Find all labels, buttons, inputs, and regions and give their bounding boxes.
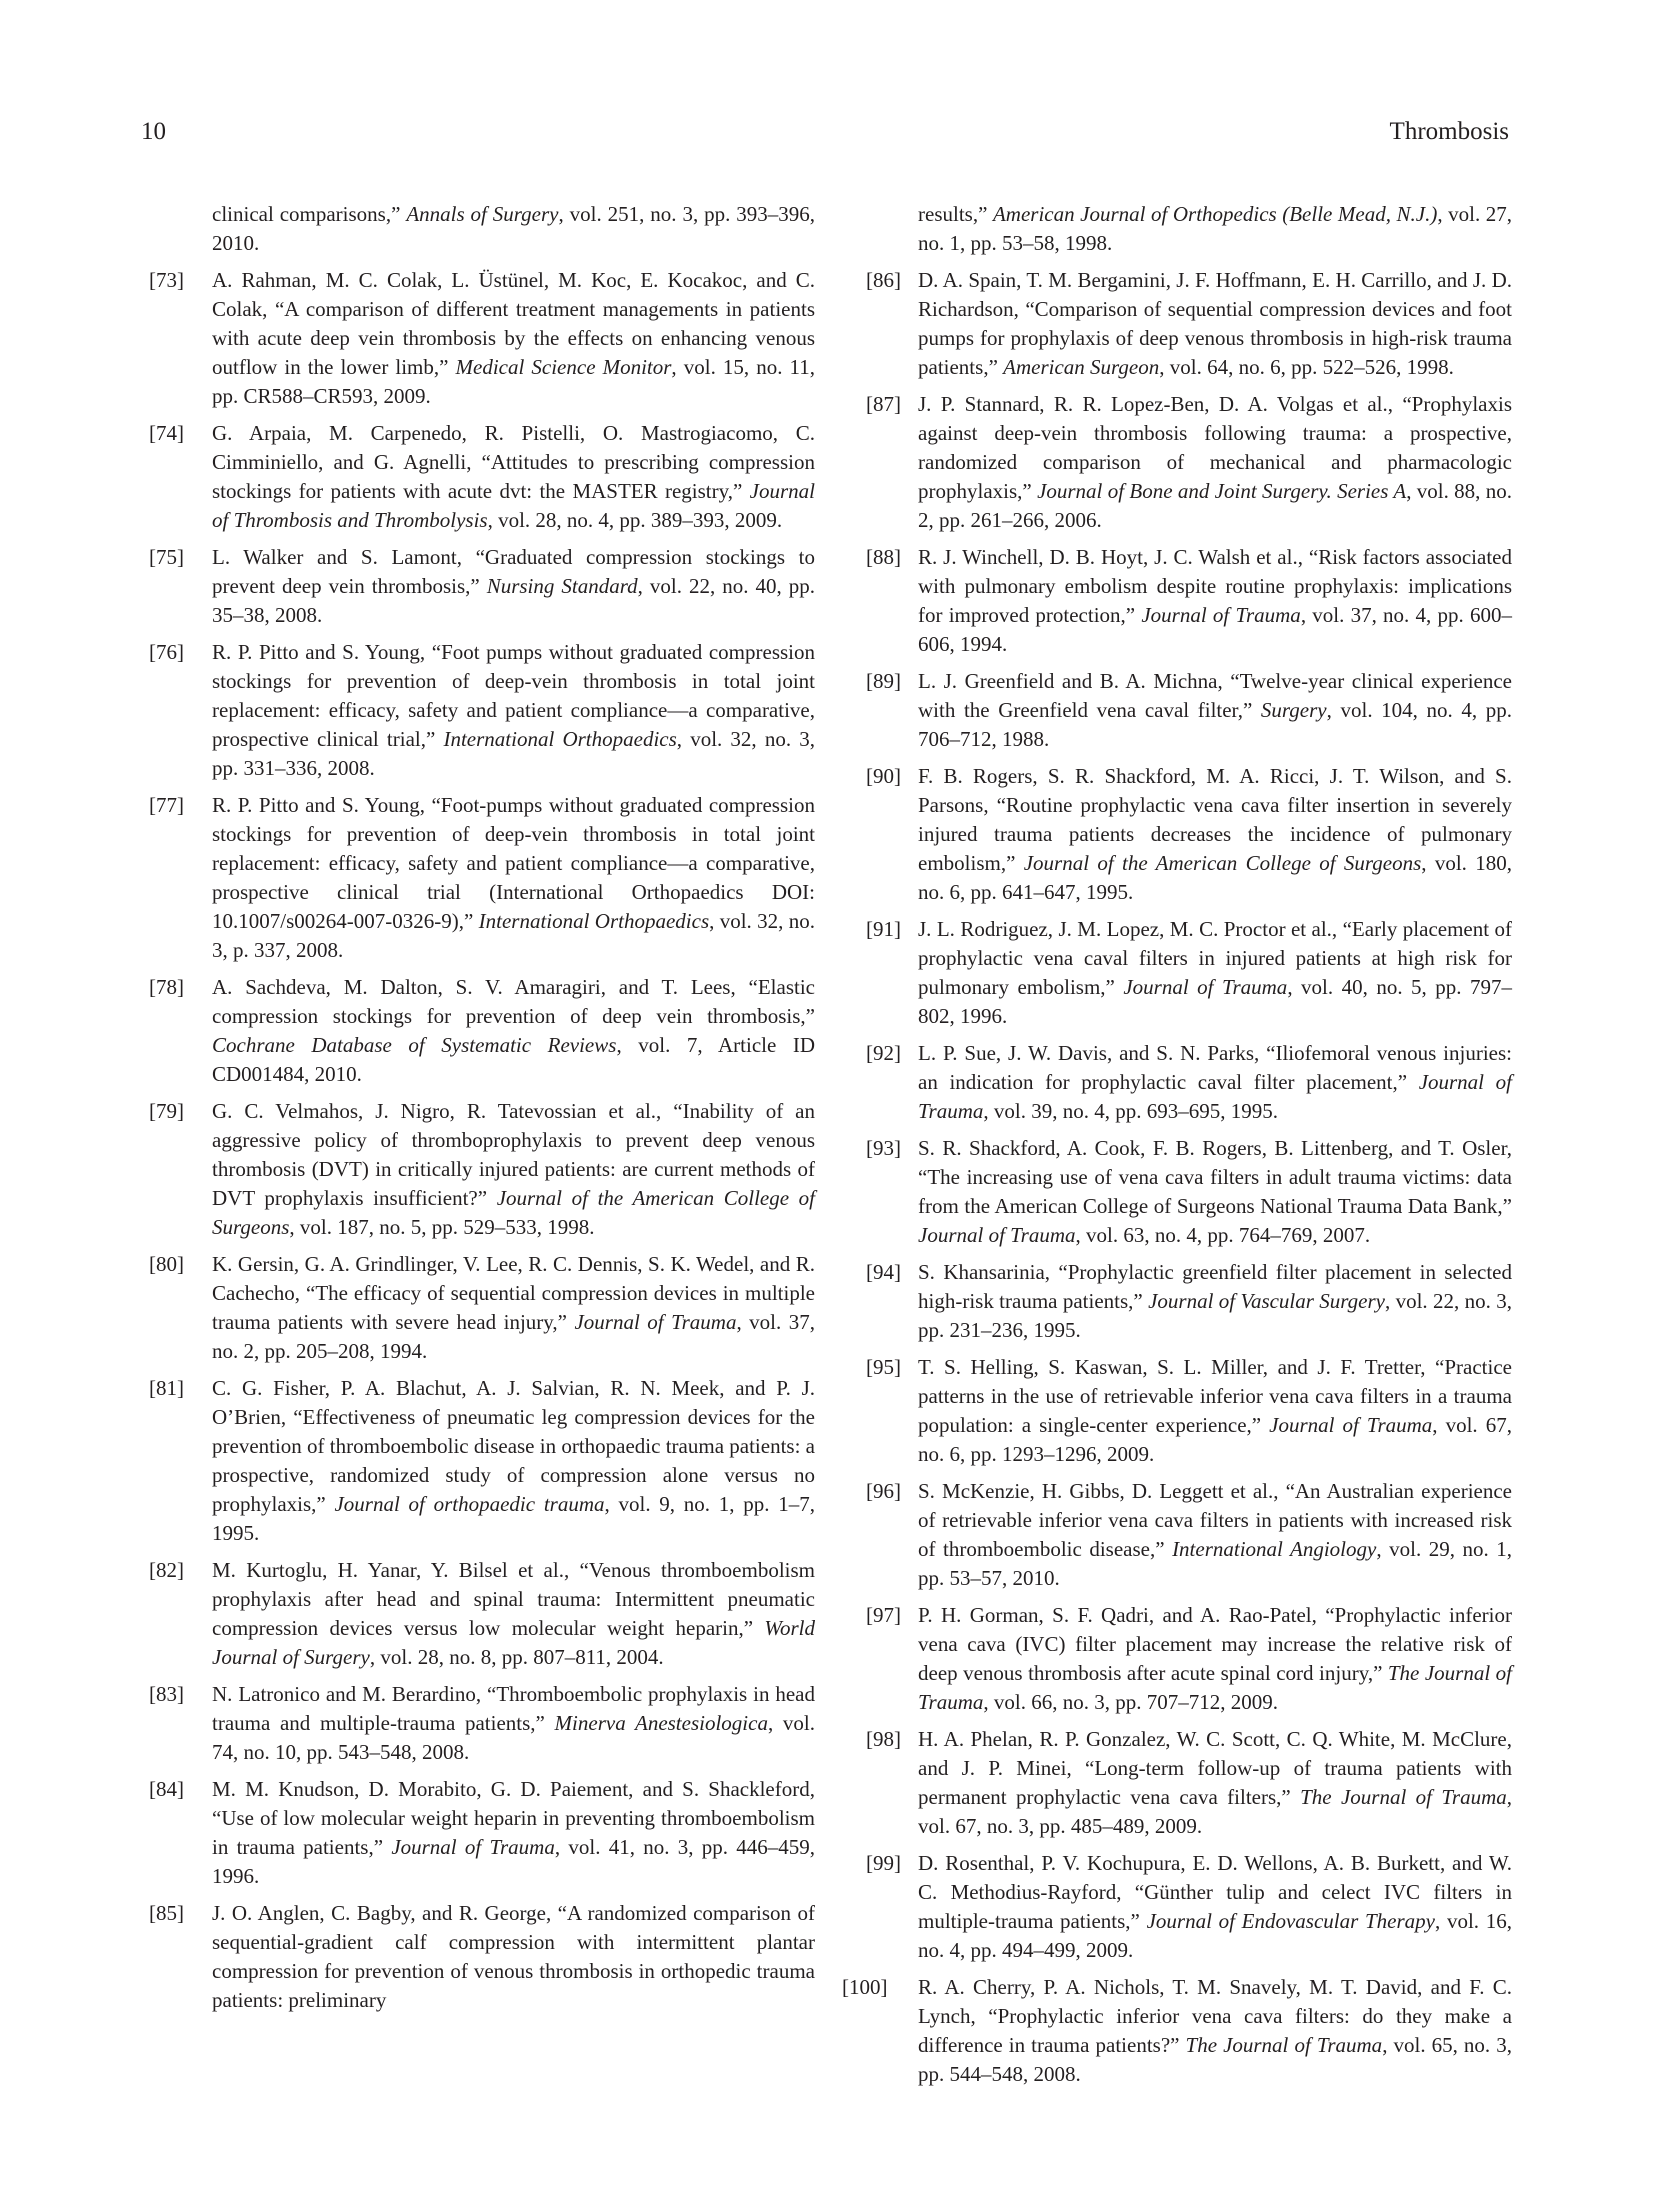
reference-number: [79] xyxy=(149,1099,184,1123)
reference-entry xyxy=(842,915,1512,1031)
reference-body: P. H. Gorman, S. F. Qadri, and A. Rao-Patel, “Prophylactic inferior vena cava (IVC) filter placement may increase the relative risk of deep venous thrombosis after acute spinal cord injury,” xyxy=(918,1603,1512,1685)
reference-text xyxy=(918,917,1512,1028)
reference-body: A. Rahman, M. C. Colak, L. Üstünel, M. Koc, E. Kocakoc, and C. Colak, “A comparison of different treatment managements in patients with acute deep vein thrombosis by the effects on enhancing venous outflow in the lower limb,” xyxy=(212,268,815,379)
reference-number: [83] xyxy=(149,1682,184,1706)
reference-details: , vol. 29, no. 1, pp. 53–57, 2010. xyxy=(918,1537,1512,1590)
reference-venue: Journal of Trauma xyxy=(1123,975,1288,999)
reference-venue: The Journal of Trauma xyxy=(1185,2033,1383,2057)
reference-text xyxy=(212,1376,815,1545)
reference-body: J. P. Stannard, R. R. Lopez-Ben, D. A. Volgas et al., “Prophylaxis against deep-vein thrombosis following trauma: a prospective, randomized comparison of mechanical and pharmacologic prophylaxis,” xyxy=(918,392,1512,503)
reference-entry xyxy=(149,543,815,630)
reference-text xyxy=(918,392,1512,532)
reference-details: , vol. 7, Article ID CD001484, 2010. xyxy=(212,1033,815,1086)
reference-details: , vol. 66, no. 3, pp. 707–712, 2009. xyxy=(983,1690,1278,1714)
reference-details: , vol. 41, no. 3, pp. 446–459, 1996. xyxy=(212,1835,815,1888)
reference-entry xyxy=(842,543,1512,659)
reference-venue: American Surgeon xyxy=(1003,355,1160,379)
reference-number: [73] xyxy=(149,268,184,292)
reference-entry xyxy=(149,1374,815,1548)
reference-text xyxy=(918,268,1512,379)
reference-body: G. C. Velmahos, J. Nigro, R. Tatevossian et al., “Inability of an aggressive policy of thromboprophylaxis to prevent deep venous thrombosis (DVT) in critically injured patients: are current methods of DVT prophylaxis insufficient?” xyxy=(212,1099,815,1210)
reference-body: results,” xyxy=(918,202,993,226)
reference-body: S. McKenzie, H. Gibbs, D. Leggett et al., “An Australian experience of retrievable inferior vena cava filters in patients with increased risk of thromboembolic disease,” xyxy=(918,1479,1512,1561)
reference-number: [74] xyxy=(149,421,184,445)
reference-number: [95] xyxy=(866,1355,901,1379)
reference-venue: Minerva Anestesiologica xyxy=(554,1711,768,1735)
reference-details: , vol. 74, no. 10, pp. 543–548, 2008. xyxy=(212,1711,815,1764)
reference-text xyxy=(212,1099,815,1239)
reference-number: [100] xyxy=(842,1975,888,1999)
reference-details: , vol. 88, no. 2, pp. 261–266, 2006. xyxy=(918,479,1512,532)
reference-body: A. Sachdeva, M. Dalton, S. V. Amaragiri, and T. Lees, “Elastic compression stockings for prevention of deep vein thrombosis,” xyxy=(212,975,815,1028)
reference-entry xyxy=(149,973,815,1089)
reference-venue: Journal of the American College of Surgeons xyxy=(212,1186,815,1239)
reference-number: [78] xyxy=(149,975,184,999)
reference-details: , vol. 37, no. 4, pp. 600–606, 1994. xyxy=(918,603,1512,656)
reference-number: [98] xyxy=(866,1727,901,1751)
reference-body: R. P. Pitto and S. Young, “Foot-pumps without graduated compression stockings for prevention of deep-vein thrombosis in total joint replacement: efficacy, safety and patient compliance—a comparative, prospective clinical trial (International Orthopaedics DOI: 10.1007/s00264-007-0326-9),” xyxy=(212,793,815,933)
reference-details: , vol. 64, no. 6, pp. 522–526, 1998. xyxy=(1159,355,1454,379)
reference-body: C. G. Fisher, P. A. Blachut, A. J. Salvian, R. N. Meek, and P. J. O’Brien, “Effectiveness of pneumatic leg compression devices for the prevention of thromboembolic disease in orthopaedic trauma patients: a prospective, randomized study of compression alone versus no prophylaxis,” xyxy=(212,1376,815,1516)
reference-number: [88] xyxy=(866,545,901,569)
reference-body: F. B. Rogers, S. R. Shackford, M. A. Ricci, J. T. Wilson, and S. Parsons, “Routine prophylactic vena cava filter insertion in severely injured trauma patients decreases the incidence of pulmonary embolism,” xyxy=(918,764,1512,875)
reference-details: , vol. 28, no. 8, pp. 807–811, 2004. xyxy=(369,1645,664,1669)
reference-venue: Journal of Trauma xyxy=(1269,1413,1433,1437)
reference-entry xyxy=(842,1039,1512,1126)
reference-text xyxy=(918,545,1512,656)
reference-entry xyxy=(149,1250,815,1366)
reference-entry xyxy=(842,390,1512,535)
reference-body: D. Rosenthal, P. V. Kochupura, E. D. Wellons, A. B. Burkett, and W. C. Methodius-Rayford, “Günther tulip and celect IVC filters in multiple-trauma patients,” xyxy=(918,1851,1512,1933)
reference-entry xyxy=(149,266,815,411)
reference-venue: International Orthopaedics xyxy=(443,727,677,751)
reference-text xyxy=(918,1603,1512,1714)
reference-details: , vol. 40, no. 5, pp. 797–802, 1996. xyxy=(918,975,1512,1028)
reference-body: D. A. Spain, T. M. Bergamini, J. F. Hoffmann, E. H. Carrillo, and J. D. Richardson, “Comparison of sequential compression devices and foot pumps for prophylaxis of deep venous thrombosis in high-risk trauma patients,” xyxy=(918,268,1512,379)
reference-venue: Journal of Trauma xyxy=(918,1223,1076,1247)
reference-entry xyxy=(149,638,815,783)
reference-body: J. L. Rodriguez, J. M. Lopez, M. C. Proctor et al., “Early placement of prophylactic vena caval filters in injured patients at high risk for pulmonary embolism,” xyxy=(918,917,1512,999)
reference-venue: Surgery xyxy=(1260,698,1327,722)
reference-continuation xyxy=(149,200,815,258)
reference-body: L. P. Sue, J. W. Davis, and S. N. Parks, “Iliofemoral venous injuries: an indication for prophylactic caval filter placement,” xyxy=(918,1041,1512,1094)
reference-body: L. Walker and S. Lamont, “Graduated compression stockings to prevent deep vein thrombosis,” xyxy=(212,545,815,598)
reference-entry xyxy=(149,1680,815,1767)
reference-text xyxy=(212,1777,815,1888)
reference-text xyxy=(918,1975,1512,2086)
reference-body: K. Gersin, G. A. Grindlinger, V. Lee, R. C. Dennis, S. K. Wedel, and R. Cachecho, “The efficacy of sequential compression devices in multiple trauma patients with severe head injury,” xyxy=(212,1252,815,1334)
reference-details: , vol. 67, no. 6, pp. 1293–1296, 2009. xyxy=(918,1413,1512,1466)
reference-details: , vol. 180, no. 6, pp. 641–647, 1995. xyxy=(918,851,1513,904)
reference-venue: Medical Science Monitor xyxy=(455,355,672,379)
reference-number: [80] xyxy=(149,1252,184,1276)
reference-text xyxy=(918,1041,1512,1123)
reference-venue: Journal of orthopaedic trauma xyxy=(334,1492,605,1516)
reference-entry xyxy=(842,1258,1512,1345)
reference-venue: Cochrane Database of Systematic Reviews xyxy=(212,1033,617,1057)
reference-body: R. J. Winchell, D. B. Hoyt, J. C. Walsh et al., “Risk factors associated with pulmonary embolism despite routine prophylaxis: implications for improved protection,” xyxy=(918,545,1512,627)
reference-details: , vol. 32, no. 3, pp. 331–336, 2008. xyxy=(212,727,815,780)
reference-body: S. R. Shackford, A. Cook, F. B. Rogers, B. Littenberg, and T. Osler, “The increasing use of vena cava filters in adult trauma victims: data from the American College of Surgeons National Trauma Data Bank,” xyxy=(918,1136,1512,1218)
reference-text xyxy=(918,202,1512,255)
reference-number: [89] xyxy=(866,669,901,693)
reference-text xyxy=(212,793,815,962)
reference-venue: Journal of Trauma xyxy=(918,1070,1512,1123)
reference-details: , vol. 22, no. 40, pp. 35–38, 2008. xyxy=(212,574,815,627)
reference-details: , vol. 65, no. 3, pp. 544–548, 2008. xyxy=(918,2033,1512,2086)
reference-number: [85] xyxy=(149,1901,184,1925)
reference-number: [93] xyxy=(866,1136,901,1160)
reference-body: S. Khansarinia, “Prophylactic greenfield filter placement in selected high-risk trauma patients,” xyxy=(918,1260,1512,1313)
reference-number: [76] xyxy=(149,640,184,664)
reference-details: , vol. 32, no. 3, p. 337, 2008. xyxy=(212,909,815,962)
reference-entry xyxy=(842,1601,1512,1717)
reference-venue: Journal of Trauma xyxy=(574,1310,737,1334)
reference-body: M. Kurtoglu, H. Yanar, Y. Bilsel et al., “Venous thromboembolism prophylaxis after head and spinal trauma: Intermittent pneumatic compression devices versus low molecular weight heparin,” xyxy=(212,1558,815,1640)
reference-details: , vol. 63, no. 4, pp. 764–769, 2007. xyxy=(1075,1223,1371,1247)
reference-text xyxy=(212,1558,815,1669)
reference-number: [75] xyxy=(149,545,184,569)
reference-entry xyxy=(149,1899,815,2015)
reference-details: , vol. 16, no. 4, pp. 494–499, 2009. xyxy=(918,1909,1513,1962)
reference-details: , vol. 187, no. 5, pp. 529–533, 1998. xyxy=(289,1215,595,1239)
reference-body: N. Latronico and M. Berardino, “Thromboembolic prophylaxis in head trauma and multiple-trauma patients,” xyxy=(212,1682,815,1735)
reference-text xyxy=(212,545,815,627)
reference-details: , vol. 27, no. 1, pp. 53–58, 1998. xyxy=(918,202,1513,255)
reference-venue: Journal of Endovascular Therapy xyxy=(1146,1909,1436,1933)
reference-entry xyxy=(842,1353,1512,1469)
reference-text xyxy=(212,1252,815,1363)
reference-venue: World Journal of Surgery xyxy=(212,1616,815,1669)
reference-text xyxy=(918,1136,1512,1247)
reference-number: [91] xyxy=(866,917,901,941)
reference-number: [96] xyxy=(866,1479,901,1503)
reference-number: [87] xyxy=(866,392,901,416)
reference-body: M. M. Knudson, D. Morabito, G. D. Paiement, and S. Shackleford, “Use of low molecular weight heparin in preventing thromboembolism in trauma patients,” xyxy=(212,1777,815,1859)
reference-venue: The Journal of Trauma xyxy=(918,1661,1512,1714)
reference-entry xyxy=(842,1973,1512,2089)
reference-entry xyxy=(842,762,1512,907)
reference-text xyxy=(212,268,815,408)
reference-body: G. Arpaia, M. Carpenedo, R. Pistelli, O. Mastrogiacomo, C. Cimminiello, and G. Agnelli, “Attitudes to prescribing compression stockings for patients with acute dvt: the MASTER registry,” xyxy=(212,421,815,503)
reference-text xyxy=(918,1355,1512,1466)
reference-number: [92] xyxy=(866,1041,901,1065)
reference-number: [90] xyxy=(866,764,901,788)
reference-venue: Journal of Trauma xyxy=(391,1835,555,1859)
reference-entry xyxy=(149,419,815,535)
reference-text xyxy=(918,764,1512,904)
reference-text xyxy=(212,421,815,532)
reference-text xyxy=(212,640,815,780)
reference-venue: International Angiology xyxy=(1172,1537,1377,1561)
reference-text xyxy=(918,1851,1512,1962)
journal-name: Thrombosis xyxy=(1389,118,1509,145)
reference-entry xyxy=(149,1775,815,1891)
reference-venue: Annals of Surgery xyxy=(406,202,559,226)
reference-venue: Journal of Vascular Surgery xyxy=(1148,1289,1385,1313)
reference-text xyxy=(212,1682,815,1764)
reference-number: [82] xyxy=(149,1558,184,1582)
reference-text xyxy=(918,1260,1512,1342)
reference-number: [99] xyxy=(866,1851,901,1875)
reference-details: , vol. 22, no. 3, pp. 231–236, 1995. xyxy=(918,1289,1512,1342)
reference-entry xyxy=(842,1849,1512,1965)
reference-text xyxy=(212,1901,815,2012)
reference-body: R. A. Cherry, P. A. Nichols, T. M. Snavely, M. T. David, and F. C. Lynch, “Prophylactic inferior vena cava filters: do they make a difference in trauma patients?” xyxy=(918,1975,1512,2057)
reference-continuation xyxy=(842,200,1512,258)
reference-entry xyxy=(842,1725,1512,1841)
reference-number: [86] xyxy=(866,268,901,292)
reference-body: L. J. Greenfield and B. A. Michna, “Twelve-year clinical experience with the Greenfield vena caval filter,” xyxy=(918,669,1512,722)
reference-entry xyxy=(842,1477,1512,1593)
reference-text xyxy=(212,202,815,255)
reference-venue: Journal of the American College of Surgeons xyxy=(1023,851,1422,875)
reference-details: , vol. 15, no. 11, pp. CR588–CR593, 2009. xyxy=(212,355,815,408)
reference-entry xyxy=(842,1134,1512,1250)
reference-text xyxy=(918,1479,1512,1590)
reference-venue: International Orthopaedics xyxy=(478,909,710,933)
reference-entry xyxy=(842,266,1512,382)
reference-details: , vol. 39, no. 4, pp. 693–695, 1995. xyxy=(983,1099,1278,1123)
reference-body: H. A. Phelan, R. P. Gonzalez, W. C. Scott, C. Q. White, M. McClure, and J. P. Minei, “Long-term follow-up of trauma patients with permanent prophylactic vena cava filters,” xyxy=(918,1727,1512,1809)
reference-details: , vol. 37, no. 2, pp. 205–208, 1994. xyxy=(212,1310,815,1363)
reference-details: , vol. 9, no. 1, pp. 1–7, 1995. xyxy=(212,1492,815,1545)
reference-body: J. O. Anglen, C. Bagby, and R. George, “A randomized comparison of sequential-gradient calf compression with intermittent plantar compression for prevention of venous thrombosis in orthopedic trauma patients: preliminary xyxy=(212,1901,815,2012)
reference-venue: American Journal of Orthopedics (Belle Mead, N.J.) xyxy=(992,202,1438,226)
reference-details: , vol. 104, no. 4, pp. 706–712, 1988. xyxy=(918,698,1512,751)
reference-venue: Journal of Bone and Joint Surgery. Series A xyxy=(1037,479,1407,503)
reference-entry xyxy=(842,667,1512,754)
reference-text xyxy=(918,1727,1512,1838)
reference-body: clinical comparisons,” xyxy=(212,202,407,226)
reference-venue: Journal of Trauma xyxy=(1141,603,1301,627)
reference-venue: The Journal of Trauma xyxy=(1300,1785,1507,1809)
reference-body: T. S. Helling, S. Kaswan, S. L. Miller, and J. F. Tretter, “Practice patterns in the use of retrievable inferior vena cava filters in a trauma population: a single-center experience,” xyxy=(918,1355,1512,1437)
reference-number: [81] xyxy=(149,1376,184,1400)
reference-details: , vol. 67, no. 3, pp. 485–489, 2009. xyxy=(918,1785,1512,1838)
reference-details: , vol. 251, no. 3, pp. 393–396, 2010. xyxy=(212,202,815,255)
reference-details: , vol. 28, no. 4, pp. 389–393, 2009. xyxy=(487,508,783,532)
reference-text xyxy=(212,975,815,1086)
reference-number: [94] xyxy=(866,1260,901,1284)
reference-entry xyxy=(149,1097,815,1242)
reference-entry xyxy=(149,791,815,965)
page-number: 10 xyxy=(141,118,166,145)
reference-venue: Nursing Standard xyxy=(486,574,638,598)
reference-text xyxy=(918,669,1512,751)
reference-number: [77] xyxy=(149,793,184,817)
reference-entry xyxy=(149,1556,815,1672)
references-left-column xyxy=(149,200,815,2023)
page-header xyxy=(141,118,1509,158)
reference-body: R. P. Pitto and S. Young, “Foot pumps without graduated compression stockings for prevention of deep-vein thrombosis in total joint replacement: efficacy, safety and patient compliance—a comparative, prospective clinical trial,” xyxy=(212,640,815,751)
reference-number: [97] xyxy=(866,1603,901,1627)
reference-venue: Journal of Thrombosis and Thrombolysis xyxy=(212,479,815,532)
reference-number: [84] xyxy=(149,1777,184,1801)
references-right-column xyxy=(842,200,1512,2097)
